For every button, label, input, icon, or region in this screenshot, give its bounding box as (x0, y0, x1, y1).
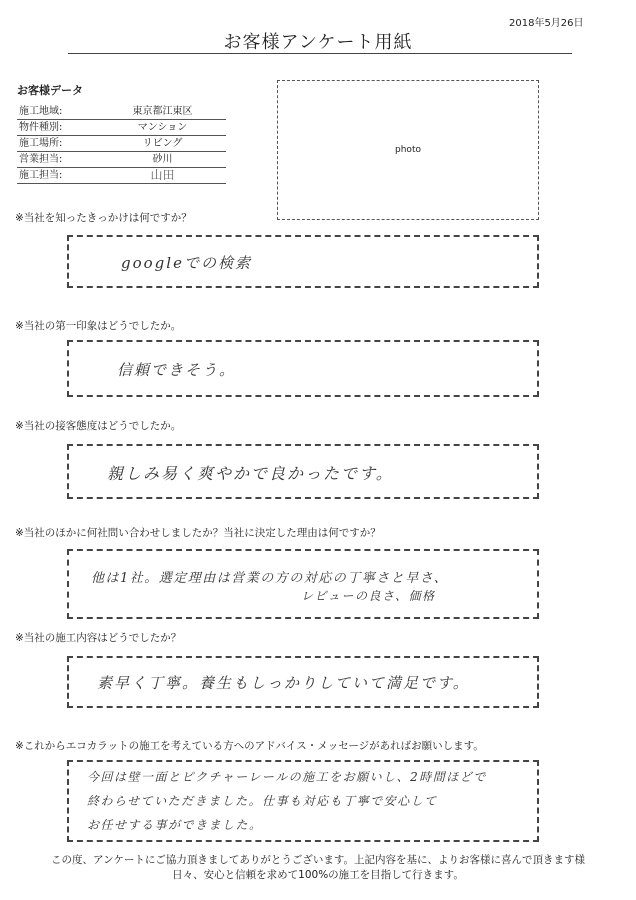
customer-row-installer (17, 168, 226, 184)
answer-2-line-1: 信頼できそう。 (117, 361, 237, 379)
question-4: ※当社のほかに何社問い合わせしましたか？当社に決定した理由は何ですか？ (15, 527, 381, 539)
row-label: 物件種別: (19, 122, 63, 133)
answer-6-line-3: お任せする事ができました。 (87, 818, 263, 832)
customer-row-area (17, 104, 226, 120)
row-value: リビング (142, 138, 183, 149)
answer-6-line-1: 今回は壁一面とピクチャーレールの施工をお願いし、2時間ほどで (87, 770, 487, 784)
customer-data-table (17, 104, 226, 184)
row-label: 施工場所: (19, 138, 63, 149)
answer-4-line-1: 他は1社。選定理由は営業の方の対応の丁寧さと早さ、 (91, 571, 449, 586)
row-label: 施工地域: (19, 106, 63, 117)
answer-box-6 (67, 760, 539, 842)
answer-box-1 (67, 235, 539, 288)
answer-1-line-1: googleでの検索 (121, 254, 252, 272)
row-value: マンション (137, 122, 188, 133)
answer-3-line-1: 親しみ易く爽やかで良かったです。 (107, 464, 394, 483)
answer-6-line-2: 終わらせていただきました。仕事も対応も丁寧で安心して (87, 794, 438, 808)
title-underline (68, 53, 572, 54)
footer-line-1: この度、アンケートにご協力頂きましてありがとうございます。上記内容を基に、よりお客様に喜んで頂きます様 (50, 854, 586, 866)
survey-date: 2018年5月26日 (509, 18, 584, 29)
customer-row-location (17, 136, 226, 152)
row-label: 施工担当: (19, 170, 63, 181)
customer-row-property-type (17, 120, 226, 136)
answer-box-5 (67, 656, 539, 708)
question-3: ※当社の接客態度はどうでしたか。 (15, 420, 182, 432)
answer-box-4 (67, 549, 539, 619)
photo-label: photo (395, 145, 421, 155)
question-2: ※当社の第一印象はどうでしたか。 (15, 320, 182, 332)
answer-4-line-2: レビューの良さ、価格 (301, 589, 436, 603)
row-label: 営業担当: (19, 154, 63, 165)
question-1: ※当社を知ったきっかけは何ですか？ (15, 212, 192, 224)
page-title: お客様アンケート用紙 (223, 32, 413, 53)
answer-box-2 (67, 340, 539, 397)
answer-box-3 (67, 444, 539, 499)
customer-row-sales-rep (17, 152, 226, 168)
row-value-handwritten: 山田 (150, 168, 175, 182)
row-value: 砂川 (152, 154, 173, 165)
row-value: 東京都江東区 (132, 106, 193, 117)
footer-line-2: 日々、安心と信頼を求めて100%の施工を目指して行きます。 (172, 869, 464, 881)
photo-placeholder (277, 80, 539, 220)
answer-5-line-1: 素早く丁寧。養生もしっかりしていて満足です。 (97, 674, 470, 692)
customer-data-heading: お客様データ (17, 84, 83, 97)
question-6: ※これからエコカラットの施工を考えている方へのアドバイス・メッセージがあればお願いします。 (15, 740, 484, 752)
question-5: ※当社の施工内容はどうでしたか？ (15, 632, 182, 644)
